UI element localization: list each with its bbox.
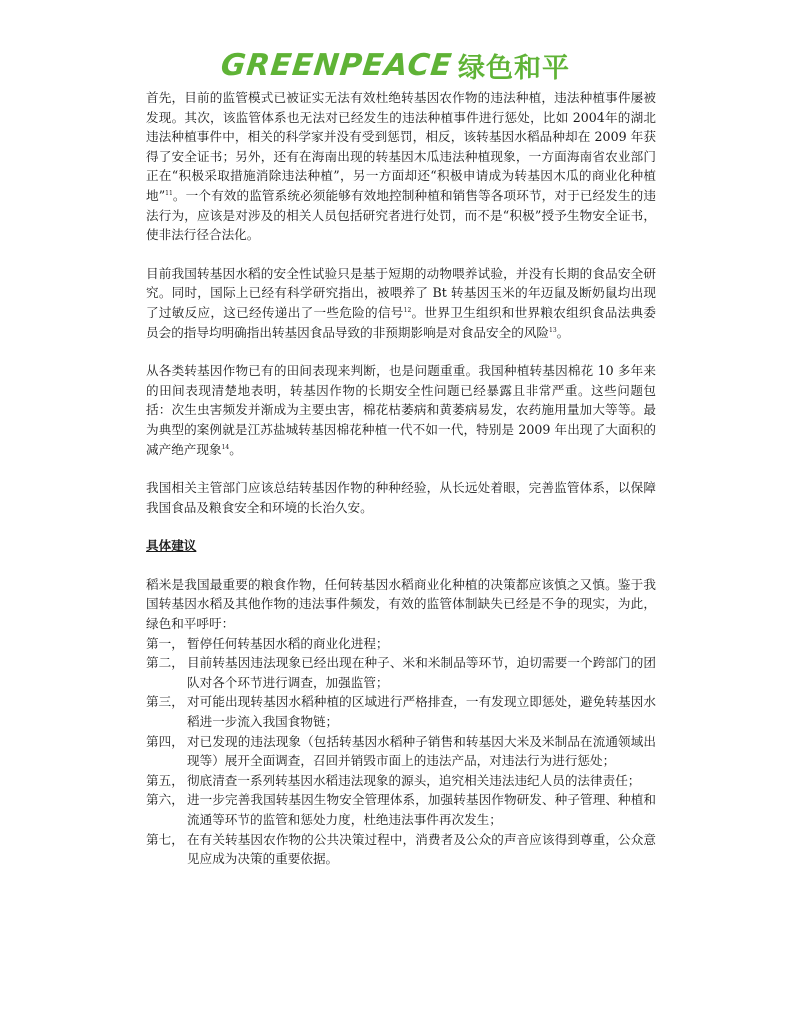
list-item-text: 目前转基因违法现象已经出现在种子、米和米制品等环节，迫切需要一个跨部门的团队对各个环节进行调查，加强监管； [187,655,656,690]
logo-wordmark-en: GREENPEACE [219,48,454,83]
list-item [146,771,656,791]
list-item-label: 第三， [146,694,184,710]
list-item-label: 第五， [146,772,184,788]
list-item-label: 第二， [146,655,184,671]
list-item [146,830,656,869]
greenpeace-logo [0,46,791,85]
footnote-ref: 11 [165,189,173,197]
list-item-label: 第四， [146,733,184,749]
paragraph-regulation: 首先，目前的监管模式已被证实无法有效杜绝转基因农作物的违法种植，违法种植事件屡被发现。其次，该监管体系也无法对已经发生的违法种植事件进行惩处，比如 2004年的湖北违法种植事件中，相关的科学家并没有受到惩罚，相反，该转基因水稻品种却在 2009 年获得了安全证书；另外，还有在海南出现的转基因木瓜违法种植现象，一方面海南省农业部门正在“积极采取措施消除违法种植”，另一方面却还“积极申请成为转基因木瓜的商业化种植地”$^{11}$。一个有效的监管系统必须能够有效地控制种植和销售等各项环节，对于已经发生的违法行为，应该是对涉及的相关人员包括研究者进行处罚，而不是“积极”授予生物安全证书，使非法行径合法化。 [146,90,656,243]
section-heading: 具体建议 [146,538,197,554]
list-item-text: 在有关转基因农作物的公共决策过程中，消费者及公众的声音应该得到尊重，公众意见应成为决策的重要依据。 [187,831,656,867]
list-item-text: 对可能出现转基因水稻种植的区域进行严格排查，一有发现立即惩处，避免转基因水稻进一步流入我国食物链； [187,694,656,730]
section-intro: 稻米是我国最重要的粮食作物，任何转基因水稻商业化种植的决策都应该慎之又慎。鉴于我国转基因水稻及其他作物的违法事件频发，有效的监管体制缺失已经是不争的现实，为此，绿色和平呼吁： [146,576,656,632]
list-item [146,653,656,692]
recommendation-list [146,634,656,869]
footnote-ref: 13 [549,326,557,334]
list-item [146,634,656,654]
paragraph-conclusion: 我国相关主管部门应该总结转基因作物的种种经验，从长远处着眼，完善监管体系，以保障我国食品及粮食安全和环境的长治久安。 [146,480,656,515]
list-item-label: 第七， [146,831,184,847]
paragraph-safety-testing: 目前我国转基因水稻的安全性试验只是基于短期的动物喂养试验，并没有长期的食品安全研究。同时，国际上已经有科学研究指出，被喂养了 Bt 转基因玉米的年迈鼠及断奶鼠均出现了过敏反应，这已经传递出了一些危险的信号$^{12}$。世界卫生组织和世界粮农组织食品法典委员会的指导均明确指出转基因食品导致的非预期影响是对食品安全的风险$^{13}$。 [146,265,657,340]
list-item-text: 对已发现的违法现象（包括转基因水稻种子销售和转基因大米及米制品在流通领域出现等）展开全面调查，召回并销毁市面上的违法产品，对违法行为进行惩处； [187,733,656,769]
footnote-ref: 14 [221,443,230,451]
logo-wordmark-zh: 绿色和平 [458,53,571,84]
list-item [146,692,656,731]
list-item-label: 第一， [146,635,184,651]
footnote-ref: 12 [403,306,412,314]
list-item-text: 彻底清查一系列转基因水稻违法现象的源头，追究相关违法违纪人员的法律责任； [187,772,641,788]
list-item-text: 暂停任何转基因水稻的商业化进程； [187,635,389,651]
list-item-text: 进一步完善我国转基因生物安全管理体系，加强转基因作物研发、种子管理、种植和流通等环节的监管和惩处力度，杜绝违法事件再次发生； [187,792,656,827]
paragraph-field-performance: 从各类转基因作物已有的田间表现来判断，也是问题重重。我国种植转基因棉花 10 多年来的田间表现清楚地表明，转基因作物的长期安全性问题已经暴露且非常严重。这些问题包括：次生虫害频发并渐成为主要虫害，棉花枯萎病和黄萎病易发，农药施用量加大等等。最为典型的案例就是江苏盐城转基因棉花种植一代不如一代，特别是 2009 年出现了大面积的减产绝产现象$^{14}$。 [146,363,656,457]
document-body [146,88,656,869]
list-item-label: 第六， [146,792,184,808]
list-item [146,732,656,771]
list-item [146,790,656,829]
